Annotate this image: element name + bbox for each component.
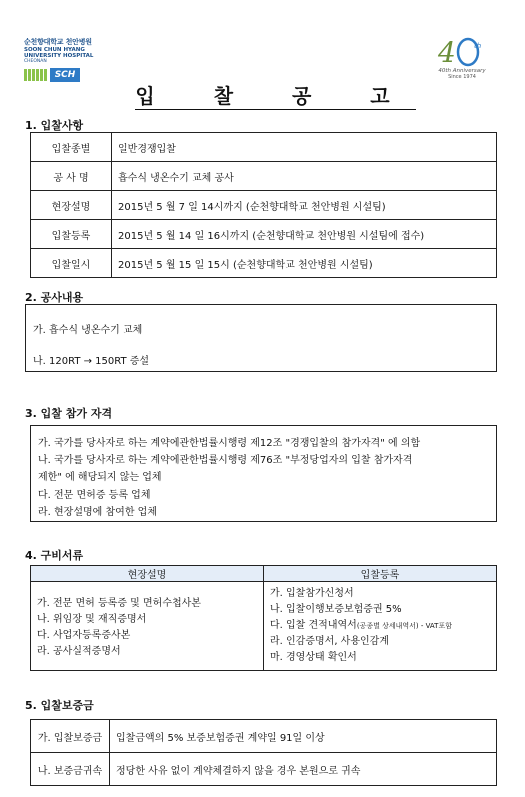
- sch-logo: SCH: [50, 68, 80, 82]
- list-item: 마. 경영상태 확인서: [270, 652, 357, 663]
- row-key: 나. 보증금귀속: [31, 753, 110, 786]
- list-item: 다. 전문 면허증 등록 업체: [38, 490, 151, 501]
- list-item: 라. 인감증명서, 사용인감계: [270, 636, 389, 647]
- row-value: 정당한 사유 없이 계약체결하지 않을 경우 본원으로 귀속: [110, 753, 497, 786]
- list-item: 나. 120RT → 150RT 증설: [33, 356, 150, 367]
- list-item: 나. 입찰이행보증보험증권 5%: [270, 604, 402, 615]
- row-value: 2015년 5 월 7 일 14시까지 (순천향대학교 천안병원 시설팀): [112, 191, 497, 220]
- list-item: 라. 공사실적증명서: [37, 646, 121, 657]
- list-item: 나. 국가를 당사자로 하는 계약에관한법률시행령 제76조 "부정당업자의 입찰 참가자격: [38, 455, 413, 466]
- table-row: [31, 191, 497, 220]
- row-key: 입찰종별: [31, 133, 112, 162]
- list-item: 가. 전문 면허 등록증 및 면허수첩사본: [37, 598, 201, 609]
- deposit-table: [30, 719, 497, 786]
- section5-heading: 5. 입찰보증금: [25, 699, 94, 712]
- row-key: 입찰등록: [31, 220, 112, 249]
- list-item: 나. 위임장 및 재직증명서: [37, 614, 147, 625]
- table-row: [31, 753, 497, 786]
- svg-text:th: th: [474, 42, 482, 50]
- anniversary-since: Since 1974: [448, 74, 476, 80]
- list-item: 제한" 에 해당되지 않는 업체: [38, 472, 162, 483]
- anniversary-logo: [430, 34, 494, 80]
- list-item: 다. 사업자등록증사본: [37, 630, 131, 641]
- section3-heading: 3. 입찰 참가 자격: [25, 407, 113, 420]
- table-row: [31, 720, 497, 753]
- hospital-name-kr: 순천향대학교 천안병원: [24, 38, 92, 46]
- anniversary-text: 40th Anniversary: [438, 68, 486, 74]
- bid-info-table: [30, 132, 497, 278]
- section4-heading: 4. 구비서류: [25, 549, 84, 562]
- page-title: 입 찰 공 고: [135, 84, 416, 108]
- row-value: 2015년 5 월 15 일 15시 (순천향대학교 천안병원 시설팀): [112, 249, 497, 278]
- hospital-location: CHEONAN: [24, 59, 47, 64]
- site-docs-cell: [31, 582, 264, 671]
- table-header-row: [31, 566, 497, 582]
- section2-heading: 2. 공사내용: [25, 291, 84, 304]
- table-row: [31, 133, 497, 162]
- hospital-name-en-2: UNIVERSITY HOSPITAL: [24, 53, 94, 59]
- row-value: 입찰금액의 5% 보증보험증권 계약일 91일 이상: [110, 720, 497, 753]
- hospital-name-en-1: SOON CHUN HYANG: [24, 47, 85, 53]
- list-item: 가. 흡수식 냉온수기 교체: [33, 325, 143, 336]
- row-value: 흡수식 냉온수기 교체 공사: [112, 162, 497, 191]
- table-row: [31, 220, 497, 249]
- hospital-logo: [24, 37, 134, 82]
- table-row: [31, 249, 497, 278]
- section1-heading: 1. 입찰사항: [25, 119, 84, 132]
- table-row: [31, 582, 497, 671]
- column-header: 현장설명: [31, 566, 264, 582]
- list-item-note: (공종별 상세내역서) - VAT포함: [356, 622, 452, 630]
- column-header: 입찰등록: [264, 566, 497, 582]
- row-key: 공 사 명: [31, 162, 112, 191]
- work-content-box: [25, 304, 497, 372]
- documents-table: [30, 565, 497, 671]
- row-key: 가. 입찰보증금: [31, 720, 110, 753]
- bid-docs-cell: [264, 582, 497, 671]
- eligibility-box: [30, 425, 497, 522]
- svg-text:4: 4: [438, 36, 456, 68]
- table-row: [31, 162, 497, 191]
- anniversary-40-icon: [434, 34, 490, 68]
- row-key: 입찰일시: [31, 249, 112, 278]
- list-item: 다. 입찰 견적내역서(공종별 상세내역서) - VAT포함: [270, 620, 452, 631]
- row-key: 현장설명: [31, 191, 112, 220]
- list-item: 가. 국가를 당사자로 하는 계약에관한법률시행령 제12조 "경쟁입찰의 참가자격" 에 의함: [38, 438, 421, 449]
- row-value: 2015년 5 월 14 일 16시까지 (순천향대학교 천안병원 시설팀에 접수): [112, 220, 497, 249]
- list-item: 가. 입찰참가신청서: [270, 588, 354, 599]
- row-value: 일반경쟁입찰: [112, 133, 497, 162]
- list-item: 라. 현장설명에 참여한 업체: [38, 507, 157, 518]
